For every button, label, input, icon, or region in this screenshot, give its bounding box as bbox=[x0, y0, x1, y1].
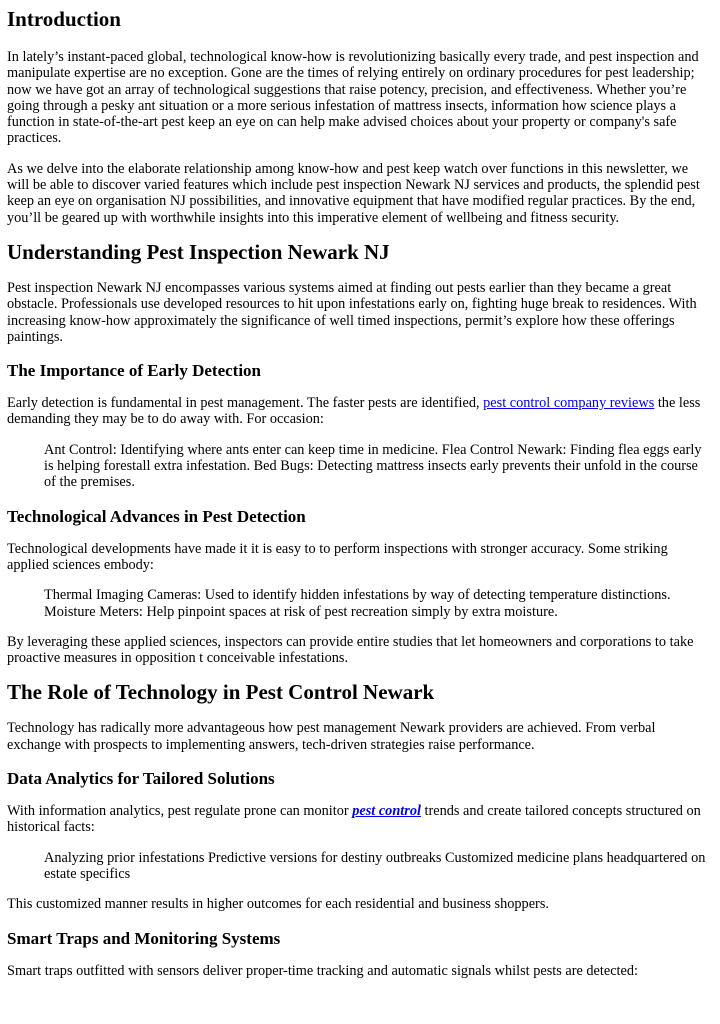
early-detection-quote: Ant Control: Identifying where ants enter can keep time in medicine. Flea Control Newark: Finding flea eggs early is helping forestall extra infestation. Bed Bugs: Detecting mattress insects early prevents their unfold in the course of the premises. bbox=[44, 441, 702, 491]
early-detection-paragraph bbox=[7, 395, 712, 428]
intro-heading: Introduction bbox=[7, 7, 121, 31]
early-detection-heading: The Importance of Early Detection bbox=[7, 361, 262, 381]
pest-control-company-reviews-link[interactable]: pest control company reviews bbox=[483, 395, 655, 412]
pest-control-link[interactable]: pest control bbox=[352, 803, 421, 820]
article bbox=[0, 7, 720, 979]
understanding-heading: Understanding Pest Inspection Newark NJ bbox=[7, 239, 390, 264]
intro-paragraph-1: In lately’s instant-paced global, technological know-how is revolutionizing basically every trade, and pest inspection and manipulate expertise are no exception. Gone are the times of relying entirely on ordinary procedures for pest leadership; now we have got an array of technological suggestions that raise potency, precision, and effectiveness. Whether you’re going through a pesky ant situation or a more serious infestation of mattress insects, information how science plays a function in state-of-the-art pest keep an eye on can help make advised choices about your property or company's safe practices. bbox=[7, 49, 699, 147]
analytics-text-before: With information analytics, pest regulate prone can monitor bbox=[7, 803, 353, 820]
smart-traps-heading: Smart Traps and Monitoring Systems bbox=[7, 928, 281, 948]
analytics-paragraph-2: This customized manner results in higher outcomes for each residential and business shoppers. bbox=[7, 896, 549, 913]
role-heading: The Role of Technology in Pest Control Newark bbox=[7, 680, 435, 705]
analytics-paragraph-1 bbox=[7, 803, 712, 836]
analytics-heading: Data Analytics for Tailored Solutions bbox=[7, 769, 275, 789]
advances-heading: Technological Advances in Pest Detection bbox=[7, 506, 306, 526]
analytics-text-after: trends and create tailored concepts structured on historical facts: bbox=[7, 803, 701, 836]
role-paragraph: Technology has radically more advantageous how pest management Newark providers are achieved. From verbal exchange with prospects to implementing answers, tech-driven strategies raise performance. bbox=[7, 720, 656, 753]
advances-paragraph-1: Technological developments have made it it is easy to to perform inspections with stronger accuracy. Some striking applied sciences embody: bbox=[7, 540, 668, 573]
intro-paragraph-2: As we delve into the elaborate relationship among know-how and pest keep watch over functions in this newsletter, we will be able to discover varied features which include pest inspection Newark NJ services and products, the splendid pest keep an eye on organisation NJ possibilities, and innovative equipment that have modified regular practices. By the end, you’ll be geared up with worthwhile insights into this imperative element of wellbeing and fitness security. bbox=[7, 160, 700, 226]
early-detection-text-before: Early detection is fundamental in pest management. The faster pests are identified, bbox=[7, 395, 484, 412]
analytics-quote: Analyzing prior infestations Predictive versions for destiny outbreaks Customized medicine plans headquartered on estate specifics bbox=[44, 849, 706, 882]
advances-paragraph-2: By leveraging these applied sciences, inspectors can provide entire studies that let homeowners and corporations to take proactive measures in opposition t conceivable infestations. bbox=[7, 633, 694, 667]
advances-quote: Thermal Imaging Cameras: Used to identify hidden infestations by way of detecting temperature distinctions. Moisture Meters: Help pinpoint spaces at risk of pest recreation simply by extra moisture. bbox=[44, 587, 671, 620]
early-detection-text-after: the less demanding they may be to do away with. For occasion: bbox=[7, 395, 701, 428]
smart-traps-paragraph: Smart traps outfitted with sensors deliver proper-time tracking and automatic signals whilst pests are detected: bbox=[7, 962, 638, 979]
understanding-paragraph: Pest inspection Newark NJ encompasses various systems aimed at finding out pests earlier than they became a great obstacle. Professionals use developed resources to hit upon infestations early on, fighting huge break to residences. With increasing know-how approximately the significance of well timed inspections, permit’s explore how these offerings paintings. bbox=[7, 279, 697, 345]
